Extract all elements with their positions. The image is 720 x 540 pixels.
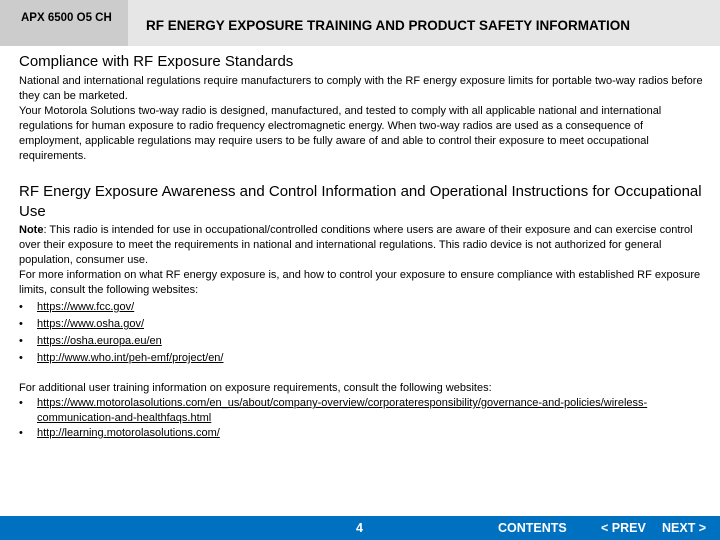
exposure-links-list bbox=[19, 300, 709, 366]
spacer bbox=[19, 366, 709, 381]
link-osha[interactable]: https://www.osha.gov/ bbox=[37, 318, 144, 330]
compliance-paragraph-1: National and international regulations require manufacturers to comply with the RF energy exposure limits for portable two-way radios before they can be marketed. bbox=[19, 75, 703, 102]
note-paragraph bbox=[19, 223, 709, 268]
bullet-icon: • bbox=[19, 335, 23, 347]
prev-page-link[interactable]: < PREV bbox=[601, 521, 646, 535]
page-header-title: RF ENERGY EXPOSURE TRAINING AND PRODUCT SAFETY INFORMATION bbox=[128, 0, 720, 46]
list-item bbox=[19, 300, 709, 315]
bullet-icon: • bbox=[19, 301, 23, 313]
bullet-icon: • bbox=[19, 318, 23, 330]
compliance-paragraph-2: Your Motorola Solutions two-way radio is designed, manufactured, and tested to comply with all applicable national and international regulations for human exposure to radio frequency electromagnetic energy. When two-way radios are used as a consequence of employment, applicable regulations may require users to be fully aware of and able to control their exposure to meet occupational requirements. bbox=[19, 105, 662, 162]
list-item bbox=[19, 334, 709, 349]
link-motorola-learning[interactable]: http://learning.motorolasolutions.com/ bbox=[37, 427, 220, 439]
bullet-icon: • bbox=[19, 427, 23, 439]
bullet-icon: • bbox=[19, 352, 23, 364]
link-who[interactable]: http://www.who.int/peh-emf/project/en/ bbox=[37, 352, 224, 364]
list-item bbox=[19, 426, 709, 441]
note-label: Note bbox=[19, 224, 44, 236]
training-links-list bbox=[19, 396, 709, 441]
link-fcc[interactable]: https://www.fcc.gov/ bbox=[37, 301, 135, 313]
section-heading-compliance: Compliance with RF Exposure Standards bbox=[19, 53, 294, 70]
footer-bar bbox=[0, 516, 720, 540]
page-number: 4 bbox=[356, 521, 363, 535]
next-page-link[interactable]: NEXT > bbox=[662, 521, 707, 535]
document-body bbox=[19, 53, 709, 441]
list-item bbox=[19, 317, 709, 332]
list-item bbox=[19, 396, 709, 426]
model-label: APX 6500 O5 CH bbox=[0, 0, 128, 46]
link-osha-europa[interactable]: https://osha.europa.eu/en bbox=[37, 335, 162, 347]
list-item bbox=[19, 351, 709, 366]
info-paragraph: For more information on what RF energy exposure is, and how to control your exposure to ensure compliance with established RF exposure limits, consult the following websites: bbox=[19, 269, 701, 296]
bullet-icon: • bbox=[19, 397, 23, 409]
link-motorola-faq[interactable]: https://www.motorolasolutions.com/en_us/about/company-overview/corporateresponsibility/governance-and-policies/wireless-communication-and-healthfaqs.html bbox=[37, 397, 648, 424]
section-heading-awareness: RF Energy Exposure Awareness and Control Information and Operational Instructions for Occupational Use bbox=[19, 183, 702, 220]
note-text: : This radio is intended for use in occupational/controlled conditions where users are aware of their exposure and can exercise control over their exposure to meet the requirements in national and international regulations. This radio device is not authorized for general population, consumer use. bbox=[19, 224, 693, 266]
training-paragraph: For additional user training information on exposure requirements, consult the following websites: bbox=[19, 382, 492, 394]
contents-link[interactable]: CONTENTS bbox=[498, 521, 567, 535]
